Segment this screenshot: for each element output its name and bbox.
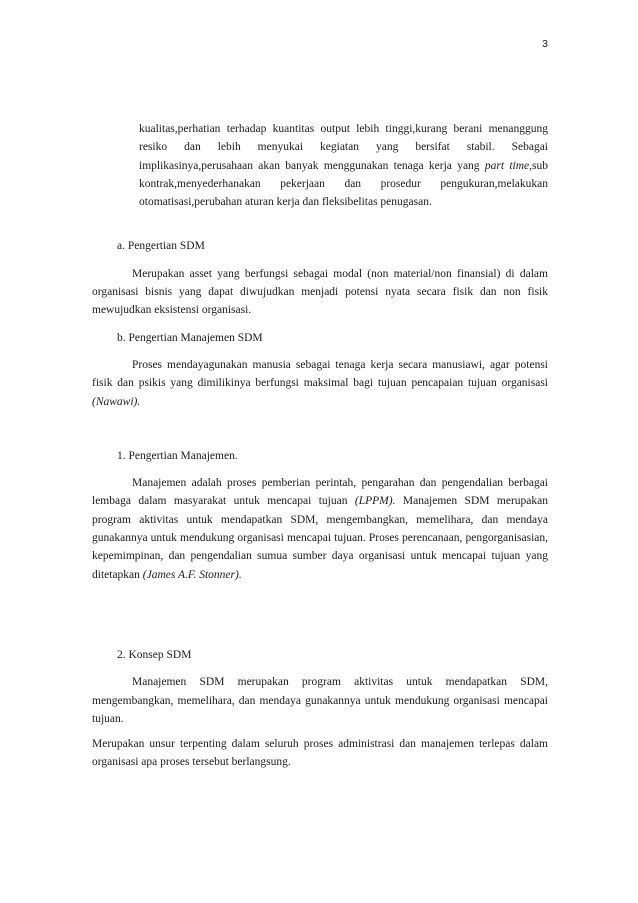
- section-b-text: Proses mendayagunakan manusia sebagai tenaga kerja secara manusiawi, agar potensi fisik dan psikis yang dimilikinya berfungsi maksimal bagi tujuan pencapaian tujuan organisasi: [92, 358, 548, 390]
- intro-text-after: sub kontrak,menyederhanakan pekerjaan dan prosedur pengukuran,melakukan otomatisasi,perubahan aturan kerja dan fleksibelitas penugasan.: [139, 159, 548, 209]
- section-1-text-2: Manajemen SDM merupakan program aktivitas untuk mendapatkan SDM, mengembangkan, memelihara, dan mendaya gunakannya untuk mendukung organisasi mencapai tujuan. Proses perencanaan, pengorganisasian, kepemimpinan, dan pengendalian sumua sumber daya organisasi untuk mencapai tujuan yang ditetapkan: [92, 495, 548, 581]
- section-2-body-1: Manajemen SDM merupakan program aktivitas untuk mendapatkan SDM, mengembangkan, memelihara, dan mendaya gunakannya untuk mendukung organisasi mencapai tujuan.: [92, 676, 548, 725]
- section-b-heading: b. Pengertian Manajemen SDM: [117, 331, 263, 344]
- section-a-heading: a. Pengertian SDM: [117, 240, 205, 253]
- intro-text: kualitas,perhatian terhadap kuantitas output lebih tinggi,kurang berani menanggung resiko dan lebih menyukai kegiatan yang bersifat stabil. Sebagai implikasinya,perusahaan akan banyak menggunakan tenaga kerja yang: [139, 123, 548, 172]
- section-1-heading: 1. Pengertian Manajemen.: [117, 449, 238, 462]
- section-1-text-1: Manajemen adalah proses pemberian perintah, pengarahan dan pengendalian berbagai lembaga dalam masyarakat untuk mencapai tujuan: [92, 477, 548, 508]
- section-2-body-2: Merupakan unsur terpenting dalam seluruh proses administrasi dan manajemen terlepas dalam organisasi apa proses tersebut berlangsung.: [92, 738, 548, 769]
- section-1-citation-1: (LPPM).: [354, 495, 396, 508]
- section-1-citation-2: (James A.F. Stonner).: [142, 568, 242, 581]
- document-body: [92, 120, 548, 772]
- intro-italic: part time,: [484, 159, 533, 172]
- section-1-body: [92, 474, 548, 584]
- section-b-body: [92, 356, 548, 411]
- intro-paragraph: [117, 120, 548, 211]
- section-a-body: Merupakan asset yang berfungsi sebagai modal (non material/non finansial) di dalam organisasi bisnis yang dapat diwujudkan menjadi potensi nyata secara fisik dan non fisik mewujudkan eksistensi organisasi.: [92, 267, 548, 317]
- section-2-heading: 2. Konsep SDM: [117, 648, 192, 661]
- section-b-citation: (Nawawi).: [92, 395, 141, 408]
- page-number: 3: [542, 38, 548, 50]
